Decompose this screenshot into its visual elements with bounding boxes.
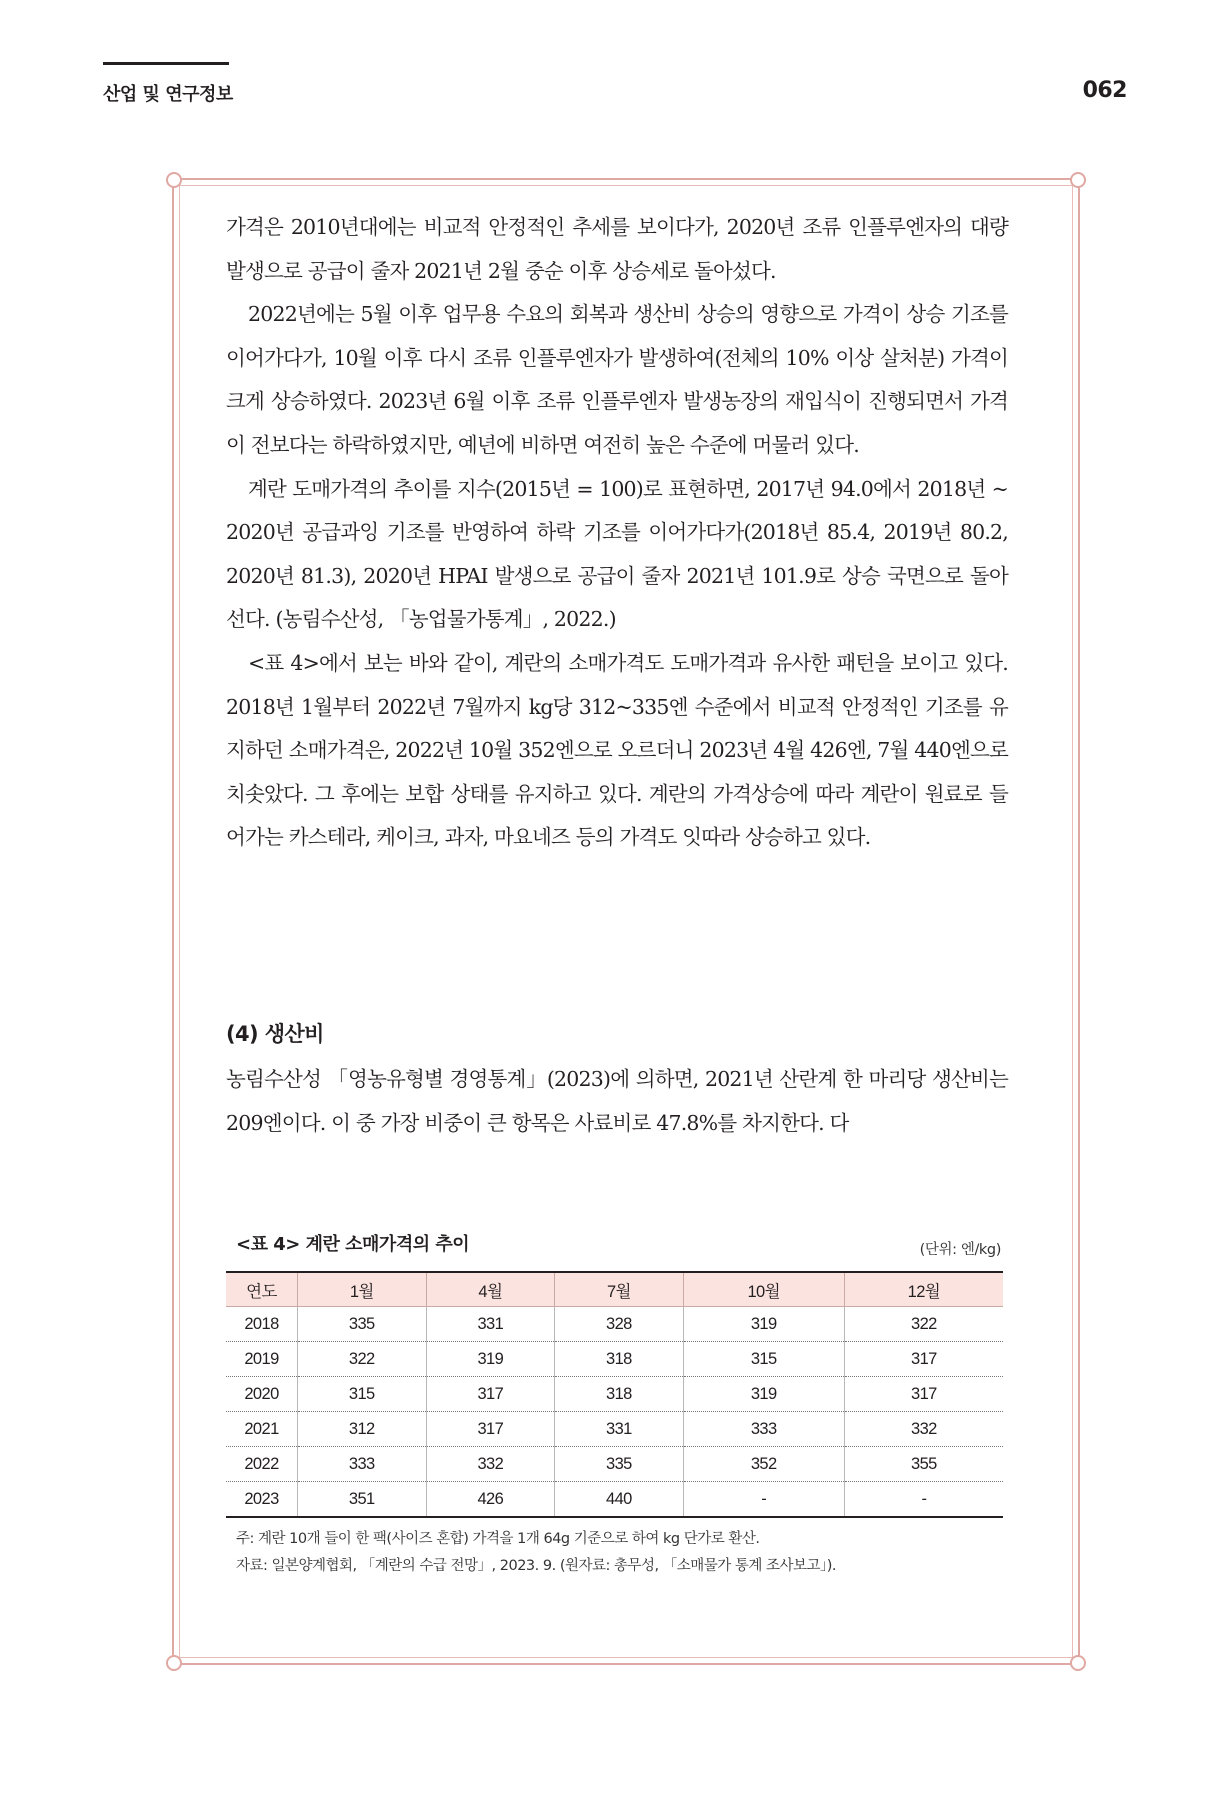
column-header: 12월 [844,1272,1003,1307]
table-cell: 332 [844,1412,1003,1447]
header-rule [103,62,229,65]
table-cell: 335 [555,1447,684,1482]
paragraph: 농림수산성 「영농유형별 경영통계」(2023)에 의하면, 2021년 산란계 한 마리당 생산비는 209엔이다. 이 중 가장 비중이 큰 항목은 사료비로 47.8%를 차지한다. 다 [226,1067,1008,1135]
table-note: 주: 계란 10개 들이 한 팩(사이즈 혼합) 가격을 1개 64g 기준으로 하여 kg 단가로 환산. [236,1531,760,1547]
body-text-cost [226,1058,1008,1145]
table-cell: 317 [844,1342,1003,1377]
table-cell: 318 [555,1377,684,1412]
table-cell: 315 [683,1342,844,1377]
table-unit: (단위: 엔/kg) [919,1242,1001,1258]
table-cell: 333 [683,1412,844,1447]
table-cell: 440 [555,1482,684,1518]
table-cell: 2023 [244,1489,279,1508]
table-cell: 322 [298,1342,427,1377]
table-cell: 319 [683,1307,844,1342]
frame-corner-ornament [166,1655,182,1671]
table-cell: 331 [555,1412,684,1447]
table-cell: 355 [844,1447,1003,1482]
table-row [226,1482,1003,1518]
frame-corner-ornament [1070,1655,1086,1671]
page-number: 062 [1082,78,1127,103]
frame-corner-ornament [166,172,182,188]
retail-price-table [226,1271,1003,1518]
paragraph: <표 4>에서 보는 바와 같이, 계란의 소매가격도 도매가격과 유사한 패턴을 보이고 있다. 2018년 1월부터 2022년 7월까지 kg당 312~335엔 수준에서 비교적 안정적인 기조를 유지하던 소매가격은, 2022년 10월 352엔으로 오르더니 2023년 4월 426엔, 7월 440엔으로 치솟았다. 그 후에는 보합 상태를 유지하고 있다. 계란의 가격상승에 따라 계란이 원료로 들어가는 카스테라, 케이크, 과자, 마요네즈 등의 가격도 잇따라 상승하고 있다. [226,650,1008,850]
table-cell: 426 [426,1482,555,1518]
table-cell: 351 [298,1482,427,1518]
table-cell: 317 [426,1377,555,1412]
body-text [226,206,1008,860]
table-cell: 333 [298,1447,427,1482]
table-cell: 2022 [226,1447,298,1482]
table-cell: 319 [426,1342,555,1377]
table-cell: 312 [298,1412,427,1447]
table-cell: 318 [555,1342,684,1377]
table-cell: 317 [844,1377,1003,1412]
column-header: 연도 [226,1272,298,1307]
paragraph: 계란 도매가격의 추이를 지수(2015년 = 100)로 표현하면, 2017년 94.0에서 2018년 ~ 2020년 공급과잉 기조를 반영하여 하락 기조를 이어가다가(2018년 85.4, 2019년 80.2, 2020년 81.3), 2020년 HPAI 발생으로 공급이 줄자 2021년 101.9로 상승 국면으로 돌아선다. (농림수산성, 「농업물가통계」, 2022.) [226,476,1008,632]
paragraph: 2022년에는 5월 이후 업무용 수요의 회복과 생산비 상승의 영향으로 가격이 상승 기조를 이어가다가, 10월 이후 다시 조류 인플루엔자가 발생하여(전체의 10% 이상 살처분) 가격이 크게 상승하였다. 2023년 6월 이후 조류 인플루엔자 발생농장의 재입식이 진행되면서 가격이 전보다는 하락하였지만, 예년에 비하면 여전히 높은 수준에 머물러 있다. [226,302,1008,457]
section-title: 산업 및 연구정보 [103,84,233,105]
column-header: 10월 [683,1272,844,1307]
table-cell: 322 [844,1307,1003,1342]
table-cell: 2018 [226,1307,298,1342]
table-row [226,1412,1003,1447]
table-cell: 317 [426,1412,555,1447]
table-cell: - [683,1482,844,1518]
table-cell: 352 [683,1447,844,1482]
table-row [226,1342,1003,1377]
paragraph: 가격은 2010년대에는 비교적 안정적인 추세를 보이다가, 2020년 조류 인플루엔자의 대량 발생으로 공급이 줄자 2021년 2월 중순 이후 상승세로 돌아섰다. [226,215,1008,283]
column-header: 7월 [555,1272,684,1307]
table-cell: - [844,1482,1003,1518]
table-cell: 2020 [226,1377,298,1412]
subheading-production-cost: (4) 생산비 [226,1022,324,1046]
table-cell: 331 [426,1307,555,1342]
column-header: 1월 [298,1272,427,1307]
table-cell: 2019 [226,1342,298,1377]
table-cell: 335 [298,1307,427,1342]
table-header-row [226,1272,1003,1307]
table-row [226,1307,1003,1342]
table-cell: 332 [426,1447,555,1482]
table-row [226,1447,1003,1482]
table-cell: 315 [298,1377,427,1412]
table-source: 자료: 일본양계협회, 「계란의 수급 전망」, 2023. 9. (원자료: 총무성, 「소매물가 통계 조사보고」). [236,1558,837,1574]
table-title: <표 4> 계란 소매가격의 추이 [236,1234,470,1255]
table-cell: 319 [683,1377,844,1412]
column-header: 4월 [426,1272,555,1307]
table-row [226,1377,1003,1412]
table-cell: 2021 [226,1412,298,1447]
table-cell: 328 [555,1307,684,1342]
frame-corner-ornament [1070,172,1086,188]
